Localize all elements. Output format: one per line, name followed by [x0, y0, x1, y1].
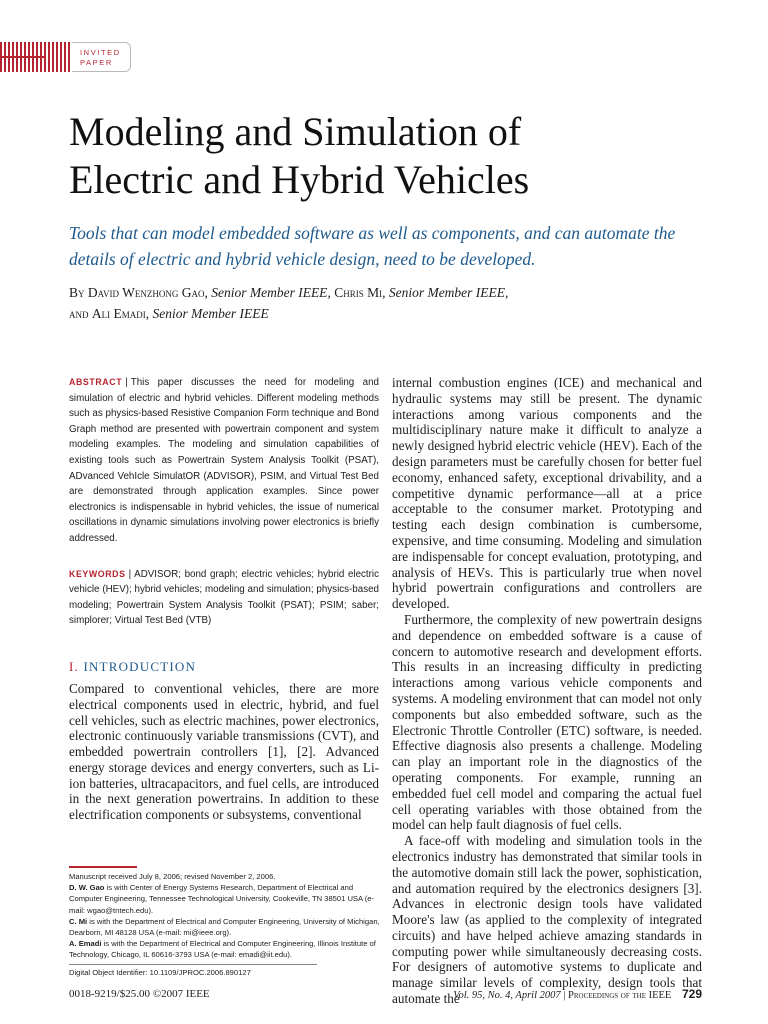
author-affiliation-1: Senior Member IEEE: [211, 285, 328, 300]
footer-journal-name: Proceedings of the IEEE: [568, 990, 672, 1001]
keywords: [69, 567, 379, 629]
page-number: 729: [681, 987, 702, 1001]
title-line-1: Modeling and Simulation of: [69, 109, 522, 154]
body-paragraph-2: Furthermore, the complexity of new powertrain designs and dependence on embedded software is a cause of concern to automotive research and development efforts. This results in an increasing difficulty in predicting interactions among various vehicle components and systems. A modeling environment that can model not only components but also embedded software, such as the Electronic Throttle Controller (ETC) software, is needed. Effective diagnosis also presents a challenge. Modeling can play an important role in the diagnostics of the operating components. For example, running an embedded fuel cell model and comparing the actual fuel cell operating variables with those obtained from the model can help fault diagnosis of fuel cells.: [392, 611, 702, 833]
author-affiliation-2: Senior Member IEEE: [388, 285, 506, 300]
badge-stripes-graphic: [0, 42, 72, 72]
footer-volume: Vol. 95, No. 4, April 2007: [453, 990, 561, 1001]
badge-label-box: [72, 42, 131, 72]
intro-paragraph: Compared to conventional vehicles, there are more electrical components used in electric, hybrid, and fuel cell vehicles, such as electric machines, power electronics, electronic continuously variable transmissions (CVT), and embedded powertrain controllers [1], [2]. Advanced energy storage devices and energy converters, such as Li-ion batteries, ultracapacitors, and fuel cells, are introduced in the next generation powertrains. In addition to these electrification components or subsystems, conventional: [69, 680, 379, 823]
keywords-label: KEYWORDS: [69, 568, 126, 579]
footnote-mi-name: C. Mi: [69, 916, 88, 926]
footer-copyright: 0018-9219/$25.00 ©2007 IEEE: [69, 988, 210, 1000]
section-title: INTRODUCTION: [83, 658, 197, 674]
abstract-text: This paper discusses the need for modeling and simulation of electric and hybrid vehicles. Different modeling methods such as physics-based Resistive Companion Form technique and Bond Graph method are presented with powertrain component and system modeling examples. The modeling and simulation capabilities of existing tools such as Powertrain System Analysis Toolkit (PSAT), ADvanced VehIcle SimulatOR (ADVISOR), PSIM, and Virtual Test Bed are demonstrated through application examples. Since power electronics is indispensable in hybrid vehicles, the issue of numerical oscillations in dynamic simulations involving power electronics is briefly addressed.: [69, 377, 379, 544]
footnote-rule: [69, 866, 137, 868]
footnote-emadi-text: is with the Department of Electrical and Computer Engineering, Illinois Institute of Technology, Chicago, IL 60616-3793 USA (e-mail: emadi@iit.edu).: [69, 939, 376, 960]
abstract: [69, 375, 379, 547]
left-column: [69, 375, 379, 823]
badge-line-invited: INVITED: [80, 48, 121, 57]
title-line-2: Electric and Hybrid Vehicles: [69, 157, 530, 202]
body-paragraph-3: A face-off with modeling and simulation tools in the electronics industry has demonstrated that similar tools in the automotive domain still lack the power, sophistication, and automation required by the electronics designers [3]. Advances in electronic design tools have validated Moore's law (as applied to the complexity of integrated circuits) and have helped achieve amazing standards in computing power while simultaneously decreasing costs. For designers of automotive systems to duplicate and manage similar levels of complexity, design tools that automate the: [392, 833, 702, 1007]
by-word: By: [69, 285, 85, 300]
footnote-gao-text: is with Center of Energy Systems Research, Department of Electrical and Computer Engineering, Tennessee Technological University, Cookeville, TN 38501 USA (e-mail: wgao@tntech.edu).: [69, 883, 375, 915]
footnotes: [69, 866, 381, 978]
footnote-received: Manuscript received July 8, 2006; revised November 2, 2006.: [69, 872, 276, 881]
author-affiliation-3: Senior Member IEEE: [152, 306, 269, 321]
section-number: I.: [69, 658, 79, 674]
footer-separator: |: [563, 990, 566, 1001]
author-name-3: Ali Emadi: [91, 306, 146, 321]
and-word: and: [69, 306, 89, 321]
author-name-1: David Wenzhong Gao: [87, 285, 205, 300]
footnote-divider: [69, 964, 317, 965]
body-paragraph-1: internal combustion engines (ICE) and mechanical and hydraulic systems may still be present. The dynamic interactions among various components and the multidisciplinary nature make it difficult to analyze a newly designed hybrid electric vehicle (HEV). Each of the design parameters must be carefully chosen for better fuel economy, enhanced safety, exceptional drivability, and a competitive dynamic performance—all at a price acceptable to the consumer market. Prototyping and testing each design combination is cumbersome, expensive, and time consuming. Modeling and simulation are indispensable for concept evaluation, prototyping, and analysis of HEVs. This is particularly true when novel hybrid powertrain configurations and controllers are developed.: [392, 375, 702, 612]
author-line: By David Wenzhong Gao, Senior Member IEEE, Chris Mi, Senior Member IEEE, and Ali Emadi, Senior Member IEEE: [69, 285, 509, 321]
abstract-label: ABSTRACT: [69, 377, 123, 387]
invited-paper-badge: [0, 42, 134, 72]
keywords-separator: |: [128, 568, 132, 580]
right-column: [392, 375, 702, 1007]
footnote-emadi: [69, 938, 381, 960]
author-name-2: Chris Mi: [334, 285, 383, 300]
footer-journal-info: [453, 987, 702, 1001]
footnote-emadi-name: A. Emadi: [69, 939, 102, 949]
footnote-mi: [69, 916, 381, 938]
section-heading-introduction: [69, 659, 379, 675]
footnote-gao-name: D. W. Gao: [69, 883, 105, 893]
footnote-doi: Digital Object Identifier: 10.1109/JPROC.2006.890127: [69, 967, 251, 977]
keywords-text: ADVISOR; bond graph; electric vehicles; hybrid electric vehicle (HEV); hybrid vehicles; modeling and simulation; physics-based modeling; Powertrain System Analysis Toolkit (PSAT); PSIM; saber; simplorer; Virtual Test Bed (VTB): [69, 568, 379, 627]
abstract-separator: |: [125, 377, 128, 388]
footnote-gao: [69, 882, 381, 916]
badge-line-paper: PAPER: [80, 58, 113, 67]
paper-title: [69, 108, 709, 204]
paper-subtitle: Tools that can model embedded software as well as components, and can automate the details of electric and hybrid vehicle design, need to be developed.: [69, 223, 676, 269]
footnote-mi-text: is with the Department of Electrical and Computer Engineering, University of Michigan, Dearborn, MI 48128 USA (e-mail: mi@ieee.org).: [69, 916, 380, 938]
